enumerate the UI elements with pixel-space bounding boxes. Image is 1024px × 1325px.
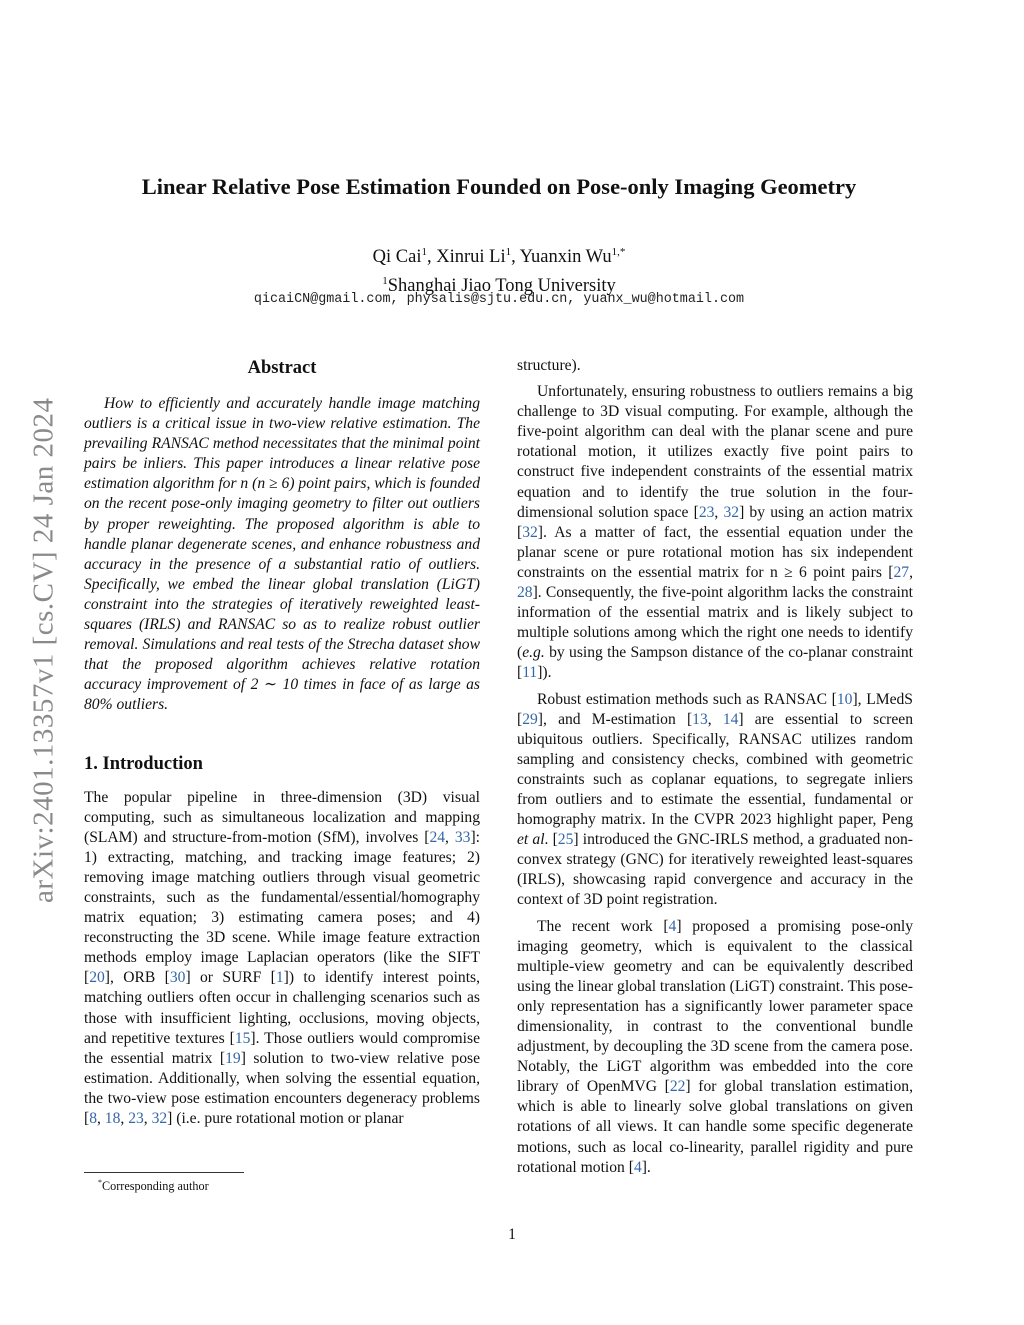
citation-link[interactable]: 27	[893, 563, 910, 581]
author-name: Yuanxin Wu	[519, 247, 612, 268]
arxiv-sidebar-id: arXiv:2401.13357v1 [cs.CV] 24 Jan 2024	[27, 397, 60, 903]
affiliation-name: Shanghai Jiao Tong University	[387, 276, 616, 297]
emphasis-text: et al	[517, 831, 545, 849]
citation-link[interactable]: 11	[522, 664, 538, 682]
citation-link[interactable]: 20	[89, 969, 105, 987]
affiliation-mark: 1	[382, 275, 388, 288]
author-mark: 1	[421, 246, 427, 258]
paper-title: Linear Relative Pose Estimation Founded on Pose-only Imaging Geometry	[141, 174, 857, 199]
abstract-text: How to efficiently and accurately handle image matching outliers is a critical issue in two-view relative estimation. The prevailing RANSAC method necessitates that the minimal point pairs be inliers. This paper introduces a linear relative pose estimation algorithm for n (n ≥ 6) point pairs, which is founded on the recent pose-only imaging geometry to filter out outliers by proper reweighting. The proposed algorithm is able to handle planar degenerate scenes, and enhance robustness and accuracy in the presence of a substantial ratio of outliers. Specifically, we embed the linear global translation (LiGT) constraint into the strategies of iteratively reweighted least-squares (IRLS) and RANSAC so as to realize robust outlier removal. Simulations and real tests of the Strecha dataset show that the proposed algorithm achieves relative rotation accuracy improvement of 2 ∼ 10 times in face of as large as 80% outliers.	[84, 395, 480, 714]
citation-link[interactable]: 1	[275, 969, 284, 987]
citation-link[interactable]: 4	[668, 917, 677, 935]
introduction-paragraph: Unfortunately, ensuring robustness to outliers remains a big challenge to 3D visual computing. For example, although the five-point algorithm can deal with the planar scene and pure rotational motion, it utilizes exactly five point pairs to construct five independent constraints of the essential matrix equation and to identify the true solution in the four-dimensional solution space [23, 32] by using an action matrix [32]. As a matter of fact, the essential equation under the planar scene or pure rotational motion has six independent constraints on the essential matrix for n ≥ 6 point pairs [27, 28]. Consequently, the five-point algorithm lacks the constraint information of the essential matrix and is likely subject to multiple solutions among which the right one needs to identify (e.g. by using the Sampson distance of the co-planar constraint [11]).	[517, 383, 914, 682]
citation-link[interactable]: 29	[522, 710, 538, 728]
citation-link[interactable]: 18	[104, 1110, 121, 1127]
citation-link[interactable]: 14	[722, 710, 739, 728]
introduction-paragraph: Robust estimation methods such as RANSAC [10], LMedS [29], and M-estimation [13, 14] are essential to screen ubiquitous outliers. Specifically, RANSAC utilizes random sampling and consistency checks, combined with geometric constraints such as coplanar equations, to segregate inliers from outliers and to estimate the essential, fundamental or homography matrix. In the CVPR 2023 highlight paper, Peng et al. [25] introduced the GNC-IRLS method, a graduated non-convex strategy (GNC) for iteratively reweighted least-squares (IRLS), showcasing rapid convergence and accuracy in the context of 3D point registration.	[517, 690, 913, 909]
left-column	[84, 356, 480, 1129]
author-list: Qi Cai$^1$, Xinrui Li$^1$, Yuanxin $Wu^{1,*}$	[372, 246, 626, 268]
right-column	[517, 356, 913, 1178]
citation-link[interactable]: 8	[89, 1110, 97, 1127]
footnote-text: Corresponding author	[102, 1179, 209, 1194]
citation-link[interactable]: 24	[429, 828, 446, 846]
author-name: Xinrui Li	[436, 247, 506, 268]
citation-link[interactable]: 32	[522, 523, 538, 541]
citation-link[interactable]: 23	[698, 503, 715, 521]
citation-link[interactable]: 25	[557, 831, 574, 849]
citation-link[interactable]: 10	[836, 690, 853, 708]
footnote-divider	[84, 1172, 244, 1173]
citation-link[interactable]: 15	[234, 1029, 251, 1047]
citation-link[interactable]: 22	[669, 1078, 686, 1096]
citation-link[interactable]: 33	[454, 828, 471, 846]
citation-link[interactable]: 32	[723, 503, 740, 521]
page-number: 1	[508, 1226, 516, 1243]
footnote-mark: *	[98, 1178, 102, 1187]
citation-link[interactable]: 13	[692, 710, 708, 728]
introduction-paragraph: The recent work [4] proposed a promising pose-only imaging geometry, which is equivalent to the classical multiple-view geometry and can be equivalently described using the linear global translation (LiGT) constraint. This pose-only representation has a significantly lower parameter space dimensionality, in contrast to the conventional bundle adjustment, by decoupling the 3D scene from the camera pose. Notably, the LiGT algorithm was embedded into the core library of OpenMVG [22] for global translation estimation, which is able to linearly solve global translations on given rotations of all views. It can handle some specific degenerate motions, such as local co-linearity, parallel rigidity and pure rotational motion [4].	[517, 917, 914, 1176]
author-block	[84, 240, 914, 298]
emphasis-text: e.g.	[522, 644, 545, 662]
footnote	[98, 1178, 209, 1194]
author-emails: qicaiCN@gmail.com, physalis@sjtu.edu.cn, yuanx_wu@hotmail.com	[253, 292, 745, 307]
citation-link[interactable]: 32	[151, 1110, 168, 1127]
author-name: Qi Cai	[372, 247, 422, 268]
citation-link[interactable]: 23	[128, 1110, 144, 1127]
abstract-heading: Abstract	[247, 358, 317, 378]
citation-link[interactable]: 30	[169, 969, 186, 987]
introduction-paragraph: The popular pipeline in three-dimension (3D) visual computing, such as simultaneous localization and mapping (SLAM) and structure-from-motion (SfM), involves [24, 33]: 1) extracting, matching, and tracking image features; 2) removing image matching outliers through visual geometric constraints, such as the fundamental/essential/homography matrix equation; 3) estimating camera poses; and 4) reconstructing the 3D scene. While image feature extraction methods employ image Laplacian operators (like the SIFT [20], ORB [30] or SURF [1]) to identify interest points, matching outliers often occur in challenging scenarios such as those with insufficient lighting, occlusions, moving objects, and repetitive textures [15]. Those outliers would compromise the essential matrix [19] solution to two-view relative pose estimation. Additionally, when solving the essential equation, the two-view pose estimation encounters degeneracy problems [8, 18, 23, 32] (i.e. pure rotational motion or planar	[84, 788, 481, 1127]
citation-link[interactable]: 19	[225, 1049, 241, 1067]
citation-link[interactable]: 4	[633, 1158, 642, 1176]
citation-link[interactable]: 28	[517, 584, 533, 602]
continued-text: structure).	[517, 357, 581, 374]
author-mark: 1,*	[611, 246, 626, 258]
section-heading-introduction: 1. Introduction	[84, 753, 203, 774]
author-mark: 1	[505, 246, 512, 258]
